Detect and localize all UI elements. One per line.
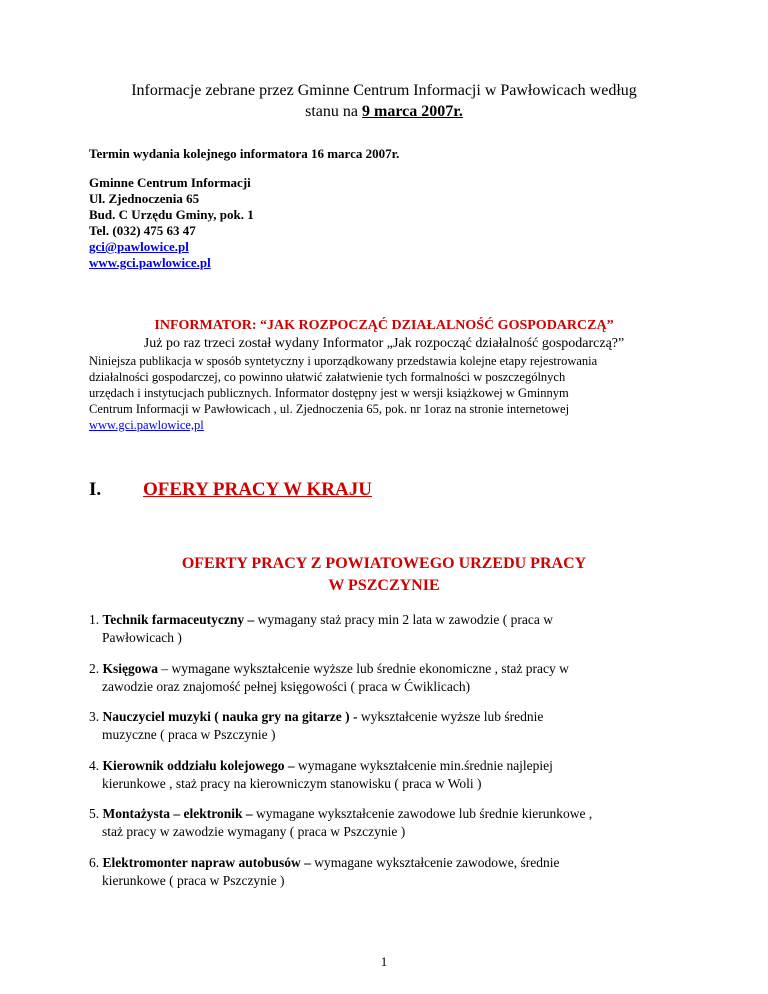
job-offer-1 (89, 611, 679, 647)
offer-desc-cont: muzyczne ( praca w Pszczynie ) (102, 727, 276, 742)
subheading-line-1: OFERTY PRACY Z POWIATOWEGO URZEDU PRACY (181, 555, 587, 572)
offer-title: Kierownik oddziału kolejowego – (102, 758, 295, 773)
job-offer-4 (89, 757, 679, 793)
offer-number: 5. (89, 806, 100, 821)
page-number: 1 (380, 954, 388, 969)
header-line-2-prefix: stanu na (305, 103, 362, 120)
contact-phone: Tel. (032) 475 63 47 (89, 223, 196, 238)
offer-title: Księgowa (102, 661, 158, 676)
offer-desc-cont: staż pracy w zawodzie wymagany ( praca w Pszczynie ) (102, 824, 406, 839)
contact-website-link[interactable]: www.gci.pawlowice.pl (89, 255, 211, 270)
header-date: 9 marca 2007r. (362, 103, 463, 120)
offer-number: 3. (89, 709, 100, 724)
desc-line: urzędach i instytucjach publicznych. Informator dostępny jest w wersji książkowej w Gminnym (89, 386, 569, 400)
offer-number: 6. (89, 855, 100, 870)
offer-number: 4. (89, 758, 100, 773)
contact-email-link[interactable]: gci@pawlowice.pl (89, 239, 189, 254)
informator-website-link[interactable]: www.gci.pawlowice,pl (89, 418, 204, 432)
informator-title: INFORMATOR: “JAK ROZPOCZĄĆ DZIAŁALNOŚĆ GOSPODARCZĄ” (154, 318, 614, 333)
offer-title: Elektromonter napraw autobusów – (102, 855, 311, 870)
section-title: OFERY PRACY W KRAJU (143, 479, 372, 500)
contact-name: Gminne Centrum Informacji (89, 175, 251, 190)
offer-desc-cont: kierunkowe ( praca w Pszczynie ) (102, 873, 285, 888)
offer-desc: wykształcenie wyższe lub średnie (357, 709, 544, 724)
subheading-line-2: W PSZCZYNIE (328, 577, 440, 594)
offer-desc: wymagane wykształcenie zawodowe lub średnie kierunkowe , (252, 806, 593, 821)
contact-block (89, 175, 254, 271)
subheading (60, 553, 708, 597)
offer-title: Montażysta – elektronik – (102, 806, 253, 821)
desc-line: Centrum Informacji w Pawłowicach , ul. Zjednoczenia 65, pok. nr 1oraz na stronie internetowej (89, 402, 570, 416)
desc-line: Niniejsza publikacja w sposób syntetyczny i uporządkowany przedstawia kolejne etapy rejestrowania (89, 354, 598, 368)
offer-desc: – wymagane wykształcenie wyższe lub średnie ekonomiczne , staż pracy w (158, 661, 569, 676)
offer-desc: wymagane wykształcenie zawodowe, średnie (310, 855, 560, 870)
desc-line: działalności gospodarczej, co powinno ułatwić załatwienie tych formalności w poszczególnych (89, 370, 566, 384)
header-line-2 (60, 103, 708, 121)
job-offer-6 (89, 854, 679, 890)
offer-title: Nauczyciel muzyki ( nauka gry na gitarze ) - (102, 709, 358, 724)
offer-desc-cont: Pawłowicach ) (102, 630, 182, 645)
contact-building: Bud. C Urzędu Gminy, pok. 1 (89, 207, 254, 222)
offer-desc: wymagane wykształcenie min.średnie najlepiej (294, 758, 553, 773)
offer-desc: wymagany staż pracy min 2 lata w zawodzie ( praca w (254, 612, 553, 627)
header-line-1: Informacje zebrane przez Gminne Centrum Informacji w Pawłowicach według (131, 82, 637, 99)
offer-desc-cont: kierunkowe , staż pracy na kierowniczym stanowisku ( praca w Woli ) (102, 776, 482, 791)
informator-description (89, 353, 679, 433)
offer-title: Technik farmaceutyczny – (102, 612, 255, 627)
next-issue-date: Termin wydania kolejnego informatora 16 marca 2007r. (89, 146, 400, 161)
offer-number: 1. (89, 612, 100, 627)
section-number: I. (89, 479, 102, 500)
informator-subtitle: Już po raz trzeci został wydany Informator „Jak rozpocząć działalność gospodarczą?” (143, 336, 625, 351)
job-offer-2 (89, 660, 679, 696)
offer-desc-cont: zawodzie oraz znajomość pełnej księgowości ( praca w Ćwiklicach) (102, 679, 471, 694)
job-offer-5 (89, 805, 679, 841)
offer-number: 2. (89, 661, 100, 676)
job-offer-3 (89, 708, 679, 744)
contact-street: Ul. Zjednoczenia 65 (89, 191, 200, 206)
